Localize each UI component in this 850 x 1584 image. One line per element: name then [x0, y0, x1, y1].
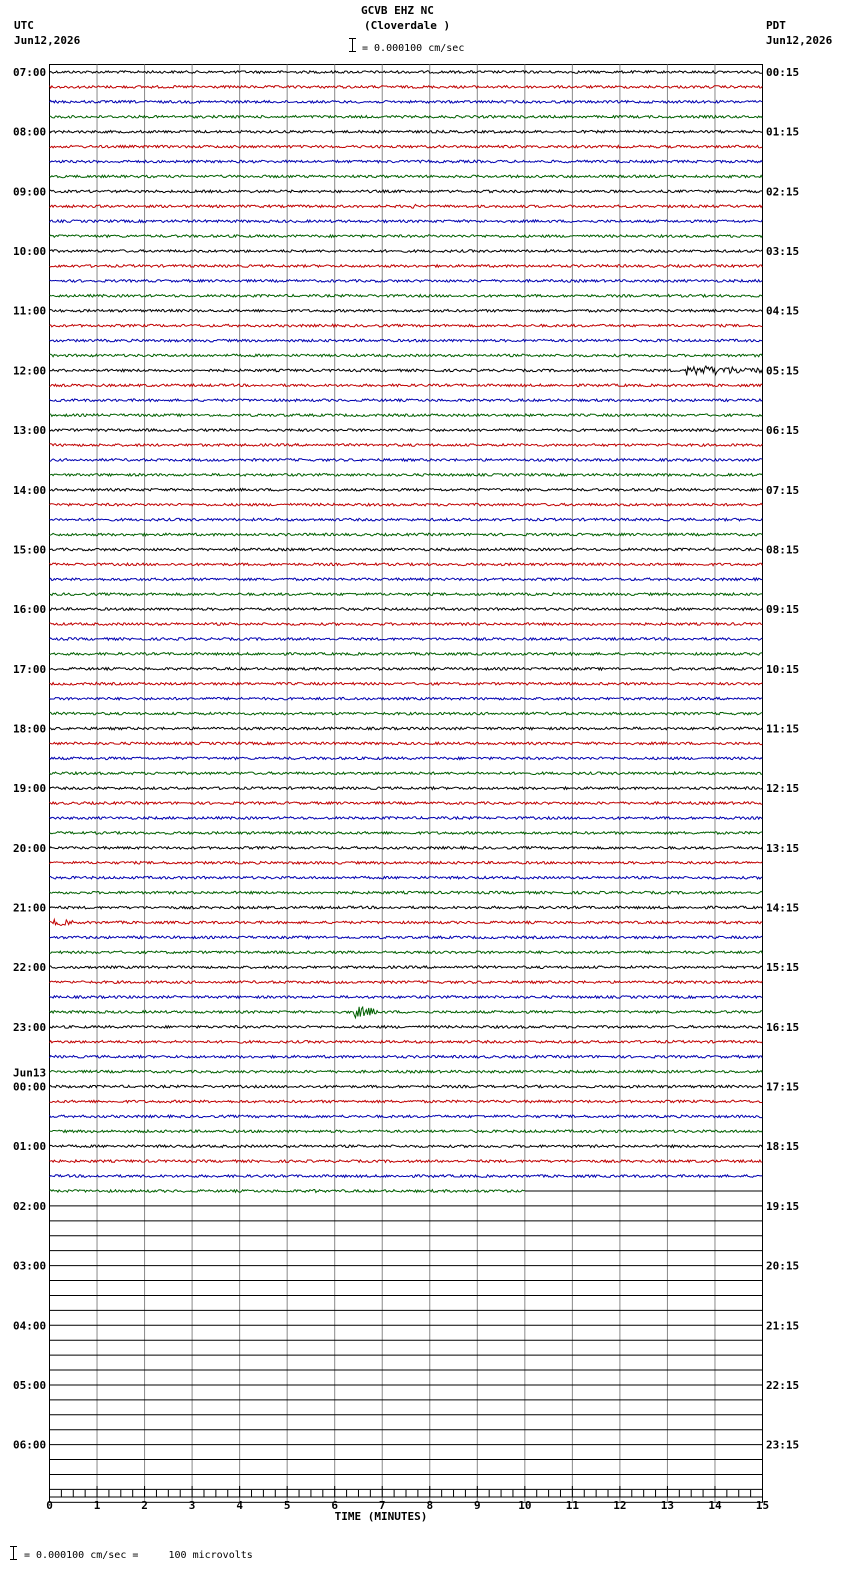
x-tick-label: 1 [93, 1499, 101, 1512]
utc-hour-label: 18:00 [13, 722, 47, 736]
trace-row-52 [50, 847, 763, 850]
utc-hour-label: 13:00 [13, 424, 47, 438]
utc-hour-label: 01:00 [13, 1140, 47, 1154]
x-tick-label: 10 [518, 1499, 532, 1512]
trace-row-65 [50, 1041, 763, 1044]
trace-row-11 [50, 235, 763, 238]
x-tick-label: 11 [565, 1499, 579, 1512]
footer-scale-cap-bottom [10, 1559, 17, 1560]
pdt-hour-label: 16:15 [766, 1020, 800, 1034]
trace-row-9 [50, 204, 763, 208]
pdt-hour-label: 13:15 [766, 841, 800, 855]
x-tick-label: 3 [188, 1499, 196, 1512]
x-tick-label: 2 [141, 1499, 148, 1512]
trace-row-44 [50, 727, 763, 730]
trace-row-45 [50, 742, 763, 745]
trace-row-39 [50, 653, 763, 656]
pdt-hour-label: 20:15 [766, 1259, 800, 1273]
utc-hour-label: 03:00 [13, 1259, 47, 1273]
trace-row-59 [50, 951, 763, 954]
scale-label: = 0.000100 cm/sec [362, 43, 465, 54]
station-location: (Cloverdale ) [364, 19, 451, 32]
trace-row-1 [50, 86, 763, 89]
trace-row-31 [50, 533, 763, 536]
trace-row-48 [50, 787, 763, 790]
trace-row-63 [50, 1007, 763, 1018]
pdt-hour-label: 21:15 [766, 1319, 800, 1333]
footer-scale-note: = 0.000100 cm/sec = 100 microvolts [24, 1550, 253, 1561]
pdt-hour-label: 04:15 [766, 304, 800, 318]
utc-hour-label: 08:00 [13, 125, 47, 139]
trace-row-24 [50, 429, 763, 432]
utc-hour-label: 09:00 [13, 185, 47, 199]
trace-row-37 [50, 623, 763, 626]
pdt-hour-label: 19:15 [766, 1199, 800, 1213]
trace-row-47 [50, 772, 763, 775]
pdt-hour-label: 00:15 [766, 66, 800, 79]
pdt-hour-label: 02:15 [766, 185, 800, 199]
trace-row-50 [50, 817, 763, 820]
x-tick-label: 9 [473, 1499, 481, 1512]
utc-hour-label: 02:00 [13, 1199, 47, 1213]
trace-row-26 [50, 459, 763, 462]
trace-row-36 [50, 608, 763, 611]
x-tick-label: 14 [708, 1499, 722, 1512]
utc-hour-label: 20:00 [13, 841, 47, 855]
utc-hour-label: 11:00 [13, 304, 47, 318]
footer-scale-icon [13, 1546, 14, 1560]
pdt-hour-label: 22:15 [766, 1378, 800, 1392]
trace-row-33 [50, 563, 763, 566]
utc-hour-label: 15:00 [13, 543, 47, 557]
trace-row-42 [50, 697, 763, 700]
left-date: Jun12,2026 [14, 34, 81, 47]
trace-row-5 [50, 145, 763, 148]
x-tick-label: 5 [283, 1499, 291, 1512]
trace-row-27 [50, 474, 763, 477]
trace-row-56 [50, 906, 763, 909]
trace-row-64 [50, 1026, 763, 1029]
utc-hour-label: 23:00 [13, 1020, 47, 1034]
utc-hour-label: 16:00 [13, 603, 47, 617]
trace-row-69 [50, 1100, 763, 1103]
x-tick-label: 8 [426, 1499, 434, 1512]
trace-row-40 [50, 668, 763, 671]
pdt-hour-label: 09:15 [766, 603, 800, 617]
trace-row-4 [50, 130, 763, 133]
station-title: GCVB EHZ NC [361, 4, 434, 17]
trace-row-60 [50, 966, 763, 969]
trace-row-7 [50, 175, 763, 178]
trace-row-23 [50, 414, 763, 417]
trace-row-72 [50, 1145, 763, 1148]
pdt-hour-label: 17:15 [766, 1080, 800, 1094]
trace-row-30 [50, 518, 763, 521]
pdt-hour-label: 01:15 [766, 125, 800, 139]
trace-row-73 [50, 1160, 763, 1163]
pdt-hour-label: 07:15 [766, 483, 800, 497]
trace-row-46 [50, 757, 763, 760]
trace-row-2 [50, 101, 763, 104]
x-tick-label: 6 [331, 1499, 339, 1512]
trace-row-14 [50, 280, 763, 283]
trace-row-17 [50, 324, 763, 327]
x-axis-title: TIME (MINUTES) [334, 1510, 428, 1523]
trace-row-10 [50, 220, 763, 223]
trace-row-61 [50, 981, 763, 984]
utc-hour-label: 12:00 [13, 364, 47, 378]
utc-hour-label: 04:00 [13, 1319, 47, 1333]
pdt-hour-label: 08:15 [766, 543, 800, 557]
pdt-hour-label: 05:15 [766, 364, 800, 378]
x-tick-label: 4 [236, 1499, 243, 1512]
trace-row-70 [50, 1115, 763, 1118]
x-tick-label: 13 [660, 1499, 675, 1512]
trace-row-21 [50, 384, 763, 387]
right-date: Jun12,2026 [766, 34, 833, 47]
left-timezone: UTC [14, 19, 34, 32]
trace-row-43 [50, 712, 763, 715]
right-timezone: PDT [766, 19, 786, 32]
trace-row-66 [50, 1055, 763, 1058]
trace-row-15 [50, 295, 763, 298]
trace-row-3 [50, 116, 763, 119]
x-tick-label: 15 [755, 1499, 770, 1512]
trace-row-57 [50, 920, 763, 926]
pdt-hour-label: 11:15 [766, 722, 800, 736]
footer-scale-cap-top [10, 1546, 17, 1547]
trace-row-55 [50, 891, 763, 894]
trace-row-54 [50, 876, 763, 879]
pdt-hour-label: 15:15 [766, 961, 800, 975]
utc-date-label: Jun13 [13, 1066, 47, 1080]
trace-row-20 [50, 366, 763, 375]
x-tick-label: 12 [613, 1499, 627, 1512]
pdt-hour-label: 06:15 [766, 424, 800, 438]
trace-row-74 [50, 1175, 763, 1178]
utc-hour-label: 06:00 [13, 1438, 47, 1452]
x-tick-label: 7 [378, 1499, 386, 1512]
utc-hour-label: 10:00 [13, 245, 47, 259]
utc-hour-label: 19:00 [13, 782, 47, 796]
trace-row-68 [50, 1085, 763, 1088]
trace-row-16 [50, 309, 763, 312]
trace-row-53 [50, 862, 763, 865]
trace-row-6 [50, 160, 763, 163]
utc-hour-label: 21:00 [13, 901, 47, 915]
trace-row-58 [50, 936, 763, 939]
pdt-hour-label: 10:15 [766, 662, 800, 676]
trace-row-35 [50, 593, 763, 596]
pdt-hour-label: 12:15 [766, 782, 800, 796]
utc-hour-label: 14:00 [13, 483, 47, 497]
trace-row-32 [50, 548, 763, 551]
trace-row-28 [50, 489, 763, 492]
trace-row-34 [50, 578, 763, 581]
pdt-hour-label: 18:15 [766, 1140, 800, 1154]
trace-row-22 [50, 399, 763, 402]
trace-row-8 [50, 190, 763, 193]
trace-row-38 [50, 638, 763, 641]
pdt-hour-label: 03:15 [766, 245, 800, 259]
trace-row-29 [50, 503, 763, 506]
trace-row-19 [50, 354, 763, 357]
trace-row-62 [50, 996, 763, 999]
trace-row-13 [50, 265, 763, 268]
utc-hour-label: 17:00 [13, 662, 47, 676]
trace-row-12 [50, 250, 763, 253]
trace-row-67 [50, 1070, 763, 1073]
utc-hour-label: 05:00 [13, 1378, 47, 1392]
utc-hour-label: 22:00 [13, 961, 47, 975]
trace-row-18 [50, 339, 763, 342]
trace-row-0 [50, 71, 763, 74]
utc-hour-label: 07:00 [13, 66, 47, 79]
trace-row-25 [50, 444, 763, 447]
trace-row-71 [50, 1130, 763, 1133]
trace-row-41 [50, 682, 763, 685]
utc-hour-label: 00:00 [13, 1080, 47, 1094]
trace-row-49 [50, 802, 763, 805]
pdt-hour-label: 23:15 [766, 1438, 800, 1452]
pdt-hour-label: 14:15 [766, 901, 800, 915]
x-tick-label: 0 [46, 1499, 53, 1512]
trace-row-51 [50, 832, 763, 835]
